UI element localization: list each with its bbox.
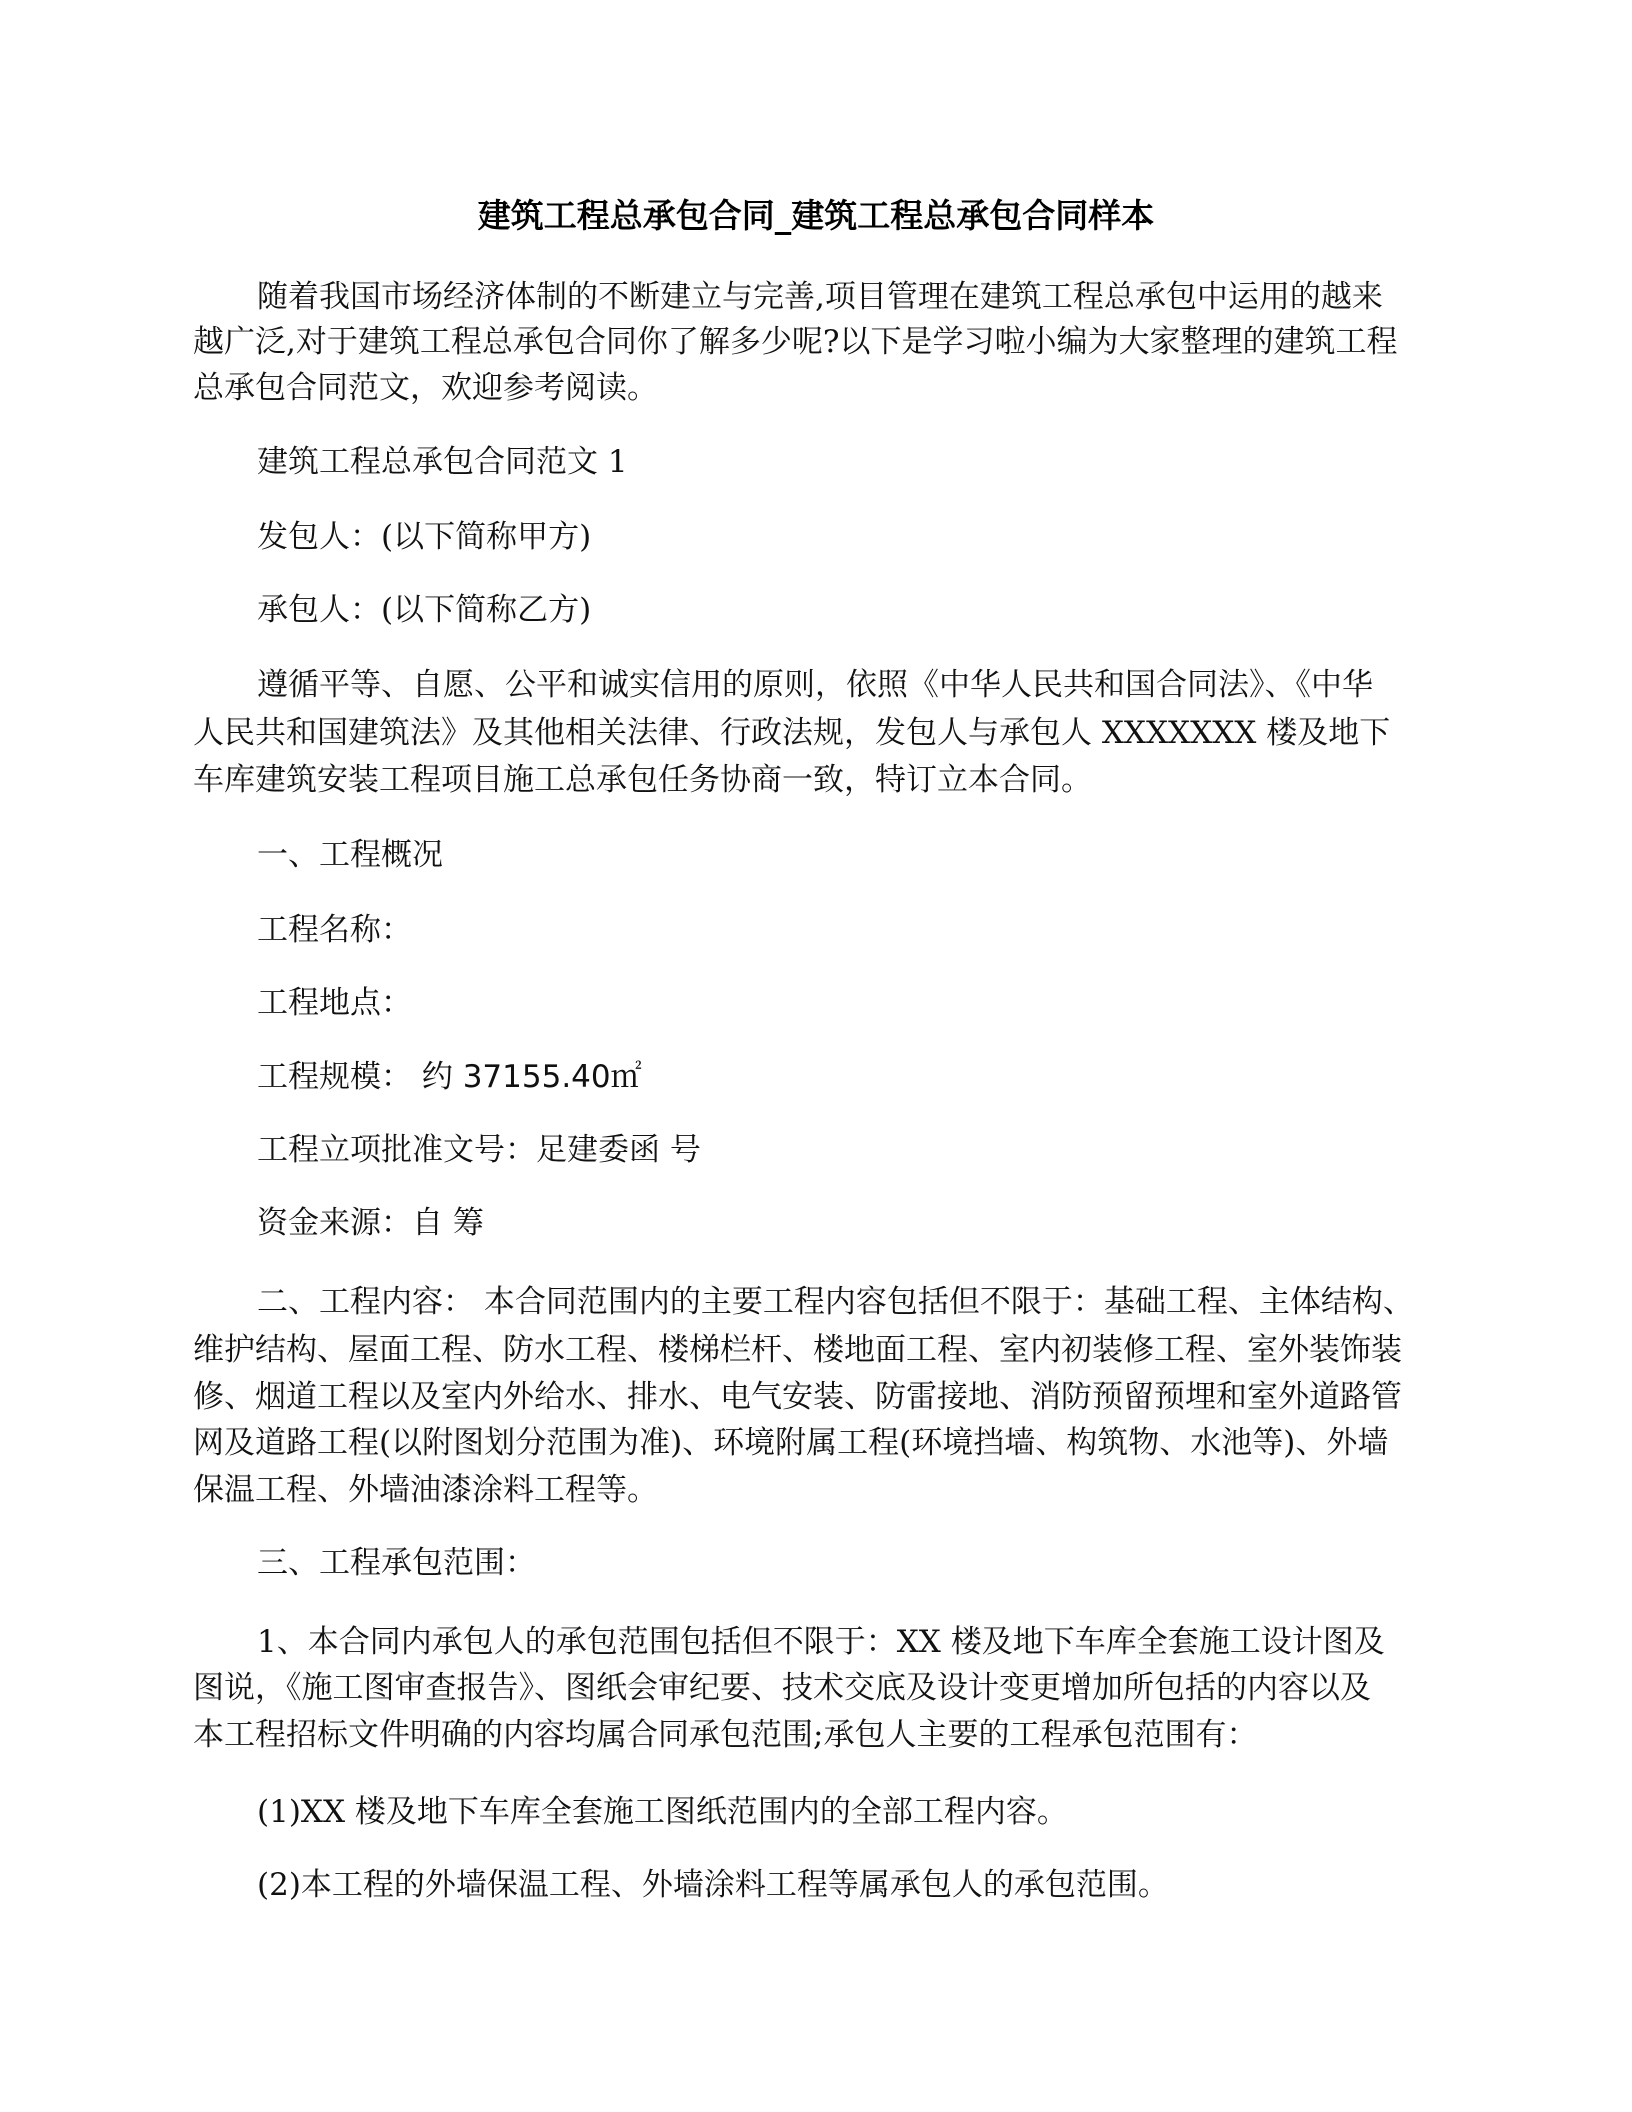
preamble-line: 车库建筑安装工程项目施工总承包任务协商一致，特订立本合同。 <box>193 762 1092 798</box>
section-2-line: 网及道路工程(以附图划分范围为准)、环境附属工程(环境挡墙、构筑物、水池等)、外墙 <box>193 1425 1389 1461</box>
project-name-line: 工程名称： <box>257 912 412 948</box>
project-scale-line <box>257 1057 642 1097</box>
intro-line: 越广泛,对于建筑工程总承包合同你了解多少呢?以下是学习啦小编为大家整理的建筑工程 <box>193 324 1398 360</box>
scope-sub-item-2: (2)本工程的外墙保温工程、外墙涂料工程等属承包人的承包范围。 <box>257 1867 1169 1903</box>
scope-sub-item-1: (1)XX 楼及地下车库全套施工图纸范围内的全部工程内容。 <box>257 1794 1068 1830</box>
document-title: 建筑工程总承包合同_建筑工程总承包合同样本 <box>477 196 1155 235</box>
project-scale-label: 工程规模： <box>257 1059 412 1095</box>
section-2-line: 保温工程、外墙油漆涂料工程等。 <box>193 1472 658 1508</box>
section-2-line: 维护结构、屋面工程、防水工程、楼梯栏杆、楼地面工程、室内初装修工程、室外装饰装 <box>193 1332 1402 1368</box>
party-a-line: 发包人：(以下简称甲方) <box>257 519 592 555</box>
scope-item-1-line: 图说，《施工图审查报告》、图纸会审纪要、技术交底及设计变更增加所包括的内容以及 <box>193 1670 1371 1706</box>
sample-heading: 建筑工程总承包合同范文 1 <box>257 444 628 480</box>
preamble-line: 人民共和国建筑法》及其他相关法律、行政法规，发包人与承包人 XXXXXXX 楼及地下 <box>193 715 1391 751</box>
approval-number-line: 工程立项批准文号：足建委函 号 <box>257 1132 701 1168</box>
section-1-heading: 一、工程概况 <box>257 837 443 873</box>
project-location-line: 工程地点： <box>257 985 412 1021</box>
intro-line: 随着我国市场经济体制的不断建立与完善,项目管理在建筑工程总承包中运用的越来 <box>257 279 1383 315</box>
section-2-line: 修、烟道工程以及室内外给水、排水、电气安装、防雷接地、消防预留预埋和室外道路管 <box>193 1379 1402 1415</box>
section-3-heading: 三、工程承包范围： <box>257 1545 536 1581</box>
party-b-line: 承包人：(以下简称乙方) <box>257 592 592 628</box>
scope-item-1-line: 1、本合同内承包人的承包范围包括但不限于：XX 楼及地下车库全套施工设计图及 <box>257 1624 1385 1660</box>
intro-line: 总承包合同范文，欢迎参考阅读。 <box>193 370 658 406</box>
preamble-line: 遵循平等、自愿、公平和诚实信用的原则，依照《中华人民共和国合同法》、《中华 <box>257 667 1373 703</box>
funding-source-line: 资金来源：自 筹 <box>257 1205 484 1241</box>
section-2-line: 二、工程内容： 本合同范围内的主要工程内容包括但不限于：基础工程、主体结构、 <box>257 1284 1414 1320</box>
project-scale-value: 约 37155.40㎡ <box>421 1059 642 1095</box>
scope-item-1-line: 本工程招标文件明确的内容均属合同承包范围;承包人主要的工程承包范围有： <box>193 1717 1258 1753</box>
